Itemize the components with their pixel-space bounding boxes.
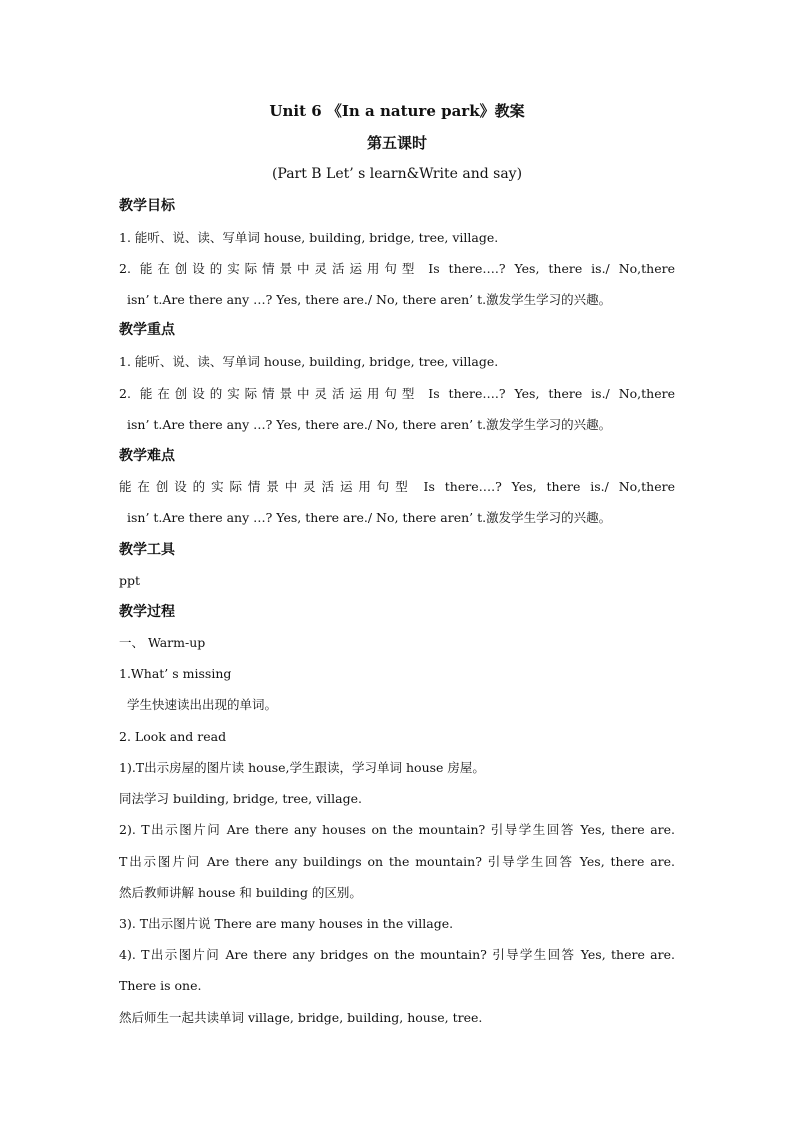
objectives-item: 2. 能在创设的实际情景中灵活运用句型 Is there….? Yes, there is./ No,there — [119, 261, 675, 276]
difficulties-item: isn’ t.Are there any …? Yes, there are./ No, there aren’ t.激发学生学习的兴趣。 — [127, 510, 612, 525]
difficulties-heading: 教学难点 — [119, 448, 175, 464]
document-title: Unit 6 《In a nature park》教案 — [269, 102, 525, 120]
key-points-item: 1. 能听、说、读、写单词 house, building, bridge, tree, village. — [119, 354, 499, 369]
tools-heading: 教学工具 — [119, 542, 175, 558]
process-item: 然后教师讲解 house 和 building 的区别。 — [119, 885, 362, 900]
lesson-part: (Part B Let’ s learn&Write and say) — [271, 166, 523, 182]
objectives-heading: 教学目标 — [119, 198, 175, 214]
process-item: 3). T出示图片说 There are many houses in the village. — [119, 916, 454, 931]
process-item: 然后师生一起共读单词 village, bridge, building, house, tree. — [119, 1010, 483, 1025]
process-item: 1.What’ s missing — [119, 666, 232, 681]
process-item: 4). T出示图片问 Are there any bridges on the mountain? 引导学生回答 Yes, there are. — [119, 947, 675, 962]
key-points-heading: 教学重点 — [119, 322, 175, 338]
process-item: 1).T出示房屋的图片读 house,学生跟读，学习单词 house 房屋。 — [119, 760, 485, 775]
key-points-item: 2. 能在创设的实际情景中灵活运用句型 Is there….? Yes, there is./ No,there — [119, 386, 675, 401]
difficulties-item: 能在创设的实际情景中灵活运用句型 Is there….? Yes, there is./ No,there — [119, 479, 675, 494]
key-points-item: isn’ t.Are there any …? Yes, there are./ No, there aren’ t.激发学生学习的兴趣。 — [127, 417, 612, 432]
process-item: 2. Look and read — [119, 729, 227, 744]
lesson-subtitle: 第五课时 — [366, 134, 427, 152]
process-heading: 教学过程 — [119, 604, 175, 620]
objectives-item: isn’ t.Are there any …? Yes, there are./ No, there aren’ t.激发学生学习的兴趣。 — [127, 292, 612, 307]
process-item: 同法学习 building, bridge, tree, village. — [119, 791, 362, 806]
process-item: 一、 Warm-up — [119, 635, 206, 650]
objectives-item: 1. 能听、说、读、写单词 house, building, bridge, tree, village. — [119, 230, 499, 245]
process-item: There is one. — [119, 978, 202, 993]
process-item: 学生快速读出出现的单词。 — [127, 697, 278, 712]
tools-item: ppt — [119, 573, 141, 588]
process-item: T出示图片问 Are there any buildings on the mountain? 引导学生回答 Yes, there are. — [119, 854, 675, 869]
process-item: 2). T出示图片问 Are there any houses on the mountain? 引导学生回答 Yes, there are. — [119, 822, 675, 837]
